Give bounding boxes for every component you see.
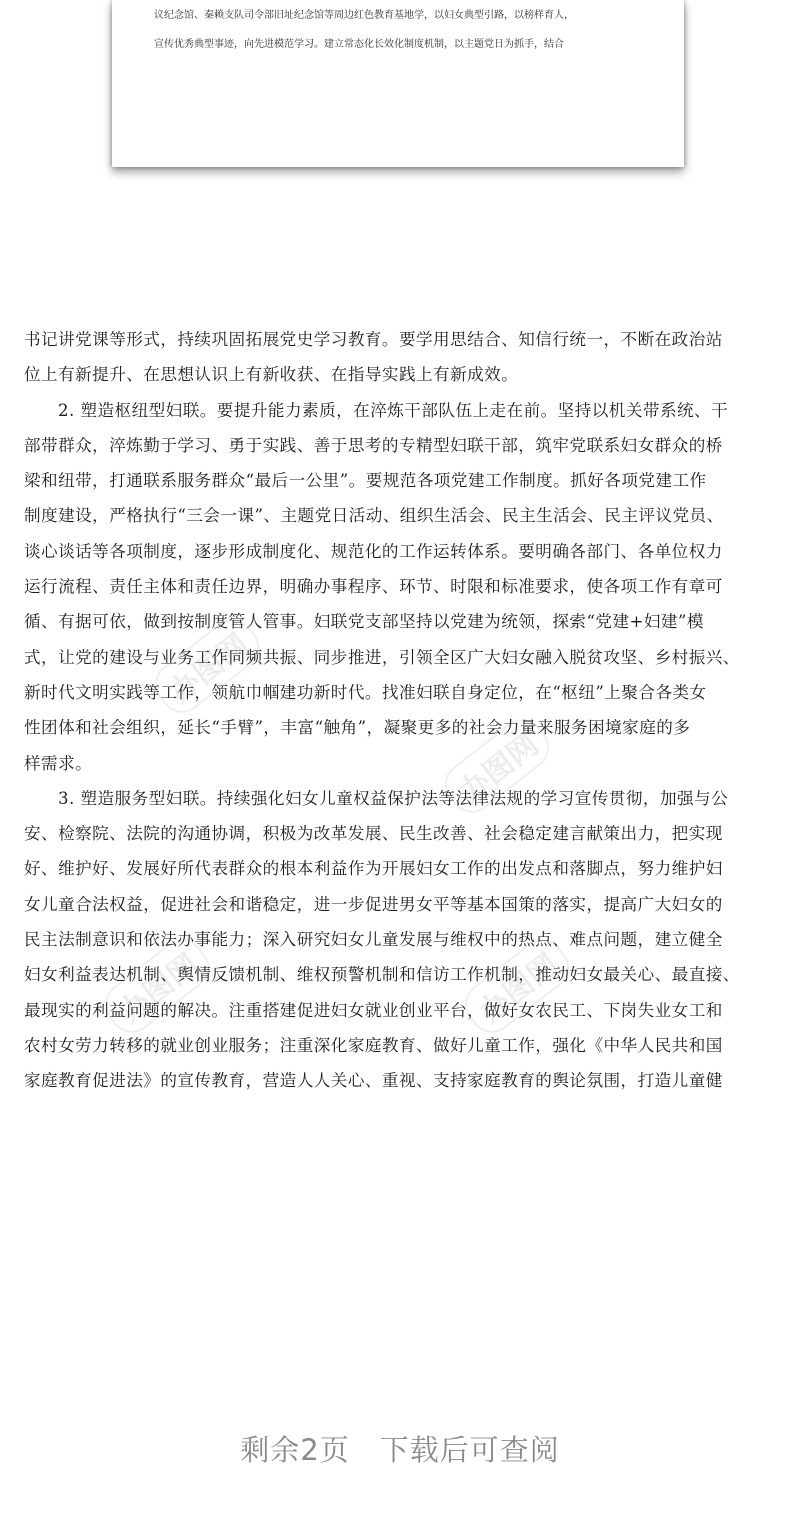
text-line: 农村女劳力转移的就业创业服务；注重深化家庭教育、做好儿童工作，强化《中华人民共和国 — [24, 1035, 723, 1055]
text-line: 梁和纽带，打通联系服务群众“最后一公里”。要规范各项党建工作制度。抓好各项党建工作 — [24, 471, 707, 491]
text-line: 部带群众，淬炼勤于学习、勇于实践、善于思考的专精型妇联干部，筑牢党联系妇女群众的桥 — [24, 435, 723, 455]
section-heading-line: 3. 塑造服务型妇联。持续强化妇女儿童权益保护法等法律法规的学习宣传贯彻，加强与公 — [58, 788, 729, 808]
text-line: 最现实的利益问题的解决。注重搭建促进妇女就业创业平台，做好女农民工、下岗失业女工和 — [24, 1000, 723, 1020]
watermark: 办图网 — [456, 930, 578, 1041]
preview-page-card — [112, 0, 684, 167]
text-line: 样需求。 — [24, 753, 93, 773]
text-line: 好、维护好、发展好所代表群众的根本利益作为开展妇女工作的出发点和落脚点，努力维护妇 — [24, 859, 723, 879]
section-heading-line: 2. 塑造枢纽型妇联。要提升能力素质，在淬炼干部队伍上走在前。坚持以机关带系统、干 — [58, 400, 729, 420]
text-line: 性团体和社会组织，延长“手臂”，丰富“触角”，凝聚更多的社会力量来服务困境家庭的多 — [24, 718, 691, 738]
text-line: 书记讲党课等形式，持续巩固拓展党史学习教育。要学用思结合、知信行统一，不断在政治站 — [24, 330, 723, 349]
text-line: 安、检察院、法院的沟通协调，积极为改革发展、民生改善、社会稳定建言献策出力，把实现 — [24, 824, 723, 844]
text-line: 制度建设，严格执行“三会一课”、主题党日活动、组织生活会、民主生活会、民主评议党员、 — [24, 506, 724, 526]
document-body — [24, 322, 780, 1099]
text-line: 位上有新提升、在思想认识上有新收获、在指导实践上有新成效。 — [24, 365, 519, 385]
watermark: 办图网 — [96, 930, 218, 1041]
remaining-pages-notice: 剩余2页 下载后可查阅 — [240, 1433, 560, 1467]
text-line: 女儿童合法权益，促进社会和谐稳定，进一步促进男女平等基本国策的落实，提高广大妇女的 — [24, 894, 723, 914]
text-line: 谈心谈话等各项制度，逐步形成制度化、规范化的工作运转体系。要明确各部门、各单位权力 — [24, 541, 723, 561]
text-line: 新时代文明实践等工作，领航巾帼建功新时代。找准妇联自身定位，在“枢纽”上聚合各类女 — [24, 682, 707, 702]
text-line: 循、有据可依，做到按制度管人管事。妇联党支部坚持以党建为统领，探索“党建+妇建”模 — [24, 612, 704, 632]
text-line: 运行流程、责任主体和责任边界，明确办事程序、环节、时限和标准要求，使各项工作有章可 — [24, 577, 723, 597]
text-line: 民主法制意识和依法办事能力；深入研究妇女儿童发展与维权中的热点、难点问题，建立健全 — [24, 930, 723, 950]
watermark: 办图网 — [436, 710, 558, 821]
watermark: 办图网 — [146, 610, 268, 721]
preview-text-line: 议纪念馆、秦赖支队司令部旧址纪念馆等周边红色教育基地学，以妇女典型引路，以榜样育人， — [154, 10, 574, 21]
preview-text-line: 宣传优秀典型事迹，向先进模范学习。建立常态化长效化制度机制，以主题党日为抓手，结合 — [154, 39, 564, 50]
text-line: 妇女利益表达机制、舆情反馈机制、维权预警机制和信访工作机制，推动妇女最关心、最直接、 — [24, 965, 740, 985]
text-line: 式，让党的建设与业务工作同频共振、同步推进，引领全区广大妇女融入脱贫攻坚、乡村振兴、 — [24, 647, 740, 667]
text-line: 家庭教育促进法》的宣传教育，营造人人关心、重视、支持家庭教育的舆论氛围，打造儿童健 — [24, 1071, 723, 1091]
